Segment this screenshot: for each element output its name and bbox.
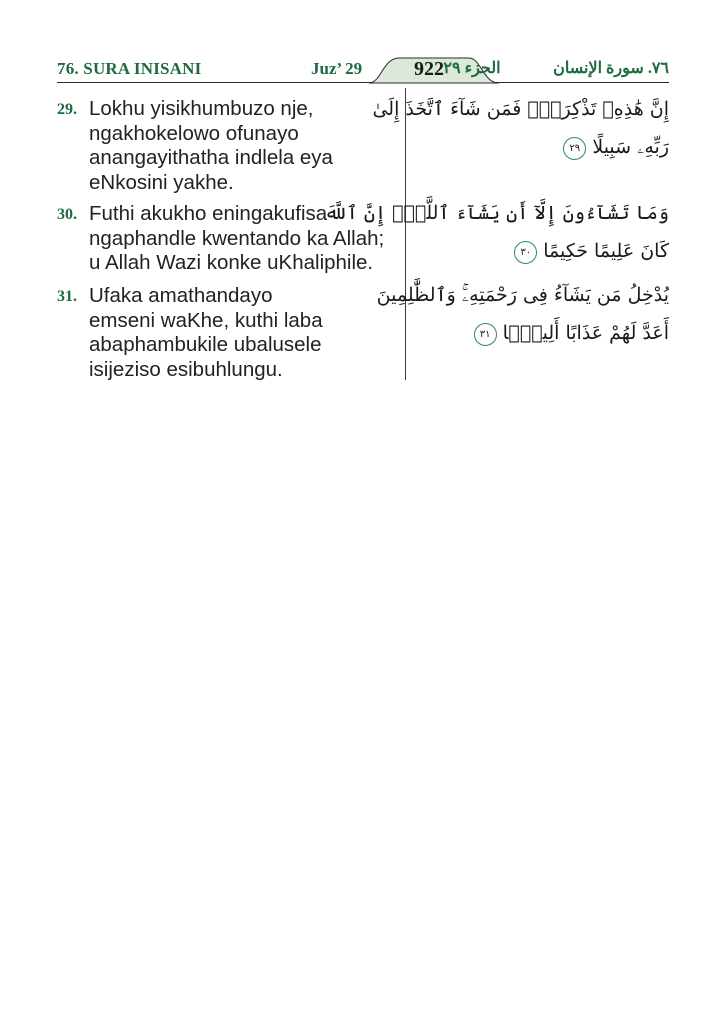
arabic-line: وَمَا تَشَآءُونَ إِلَّآ أَن يَشَآءَ ٱللَّهُۚ إِنَّ ٱللَّهَ: [324, 202, 669, 224]
sura-title-arabic: ٧٦. سورة الإنسان: [553, 60, 669, 77]
arabic-verse-30: [324, 194, 669, 270]
arabic-line-with-marker: [414, 232, 669, 270]
arabic-line: إِنَّ هَٰذِهِۦ تَذْكِرَةٌۖ فَمَن شَآءَ ٱتَّخَذَ إِلَىٰ: [372, 98, 669, 120]
verse-line: u Allah Wazi konke uKhaliphile.: [89, 251, 374, 274]
verse-line: Lokhu yisikhumbuzo nje,: [89, 97, 314, 120]
arabic-line: رَبِّهِۦ سَبِيلًا: [592, 136, 669, 158]
arabic-line-with-marker: [414, 314, 669, 352]
arabic-line: كَانَ عَلِيمًا حَكِيمًا: [543, 240, 669, 262]
verse-line: ngakhokelowo ofunayo: [89, 121, 299, 145]
verse-line: Futhi akukho eningakufisa: [89, 202, 328, 225]
arabic-verse-29: [372, 90, 669, 166]
verse-line: ngaphandle kwentando ka Allah;: [89, 226, 385, 250]
ayah-end-marker: ٢٩: [563, 137, 586, 160]
verse-line: anangayithatha indlela eya: [89, 146, 333, 169]
arabic-verse-31: [376, 276, 669, 352]
verse-line: eNkosini yakhe.: [89, 170, 234, 194]
verse-number: 30.: [57, 206, 77, 223]
page-header: [57, 55, 669, 85]
ayah-end-marker: ٣٠: [514, 241, 537, 264]
verse-text: [89, 97, 399, 195]
juz-label-latin: Juz’ 29: [311, 59, 363, 78]
arabic-line: أَعَدَّ لَهُمْ عَذَابًا أَلِيمًۢا: [502, 322, 669, 344]
sura-title-latin: 76. SURA INISANI: [57, 59, 202, 78]
page-number: 922: [414, 58, 444, 80]
verse-line: emseni waKhe, kuthi laba: [89, 308, 323, 332]
header-rule: [57, 82, 669, 83]
verse-text: [89, 284, 399, 382]
column-divider: [405, 88, 406, 380]
verse-line: Ufaka amathandayo: [89, 284, 273, 307]
verse-line: isijeziso esibuhlungu.: [89, 357, 283, 381]
verse-line: abaphambukile ubalusele: [89, 333, 322, 356]
verse-number: 29.: [57, 101, 77, 118]
verse-number: 31.: [57, 288, 77, 305]
arabic-line-with-marker: [414, 128, 669, 166]
juz-label-arabic: الجزء ٢٩: [443, 60, 501, 77]
arabic-line: يُدْخِلُ مَن يَشَآءُ فِى رَحْمَتِهِۦۚ وَٱلظَّٰلِمِينَ: [376, 284, 669, 306]
ayah-end-marker: ٣١: [474, 323, 497, 346]
